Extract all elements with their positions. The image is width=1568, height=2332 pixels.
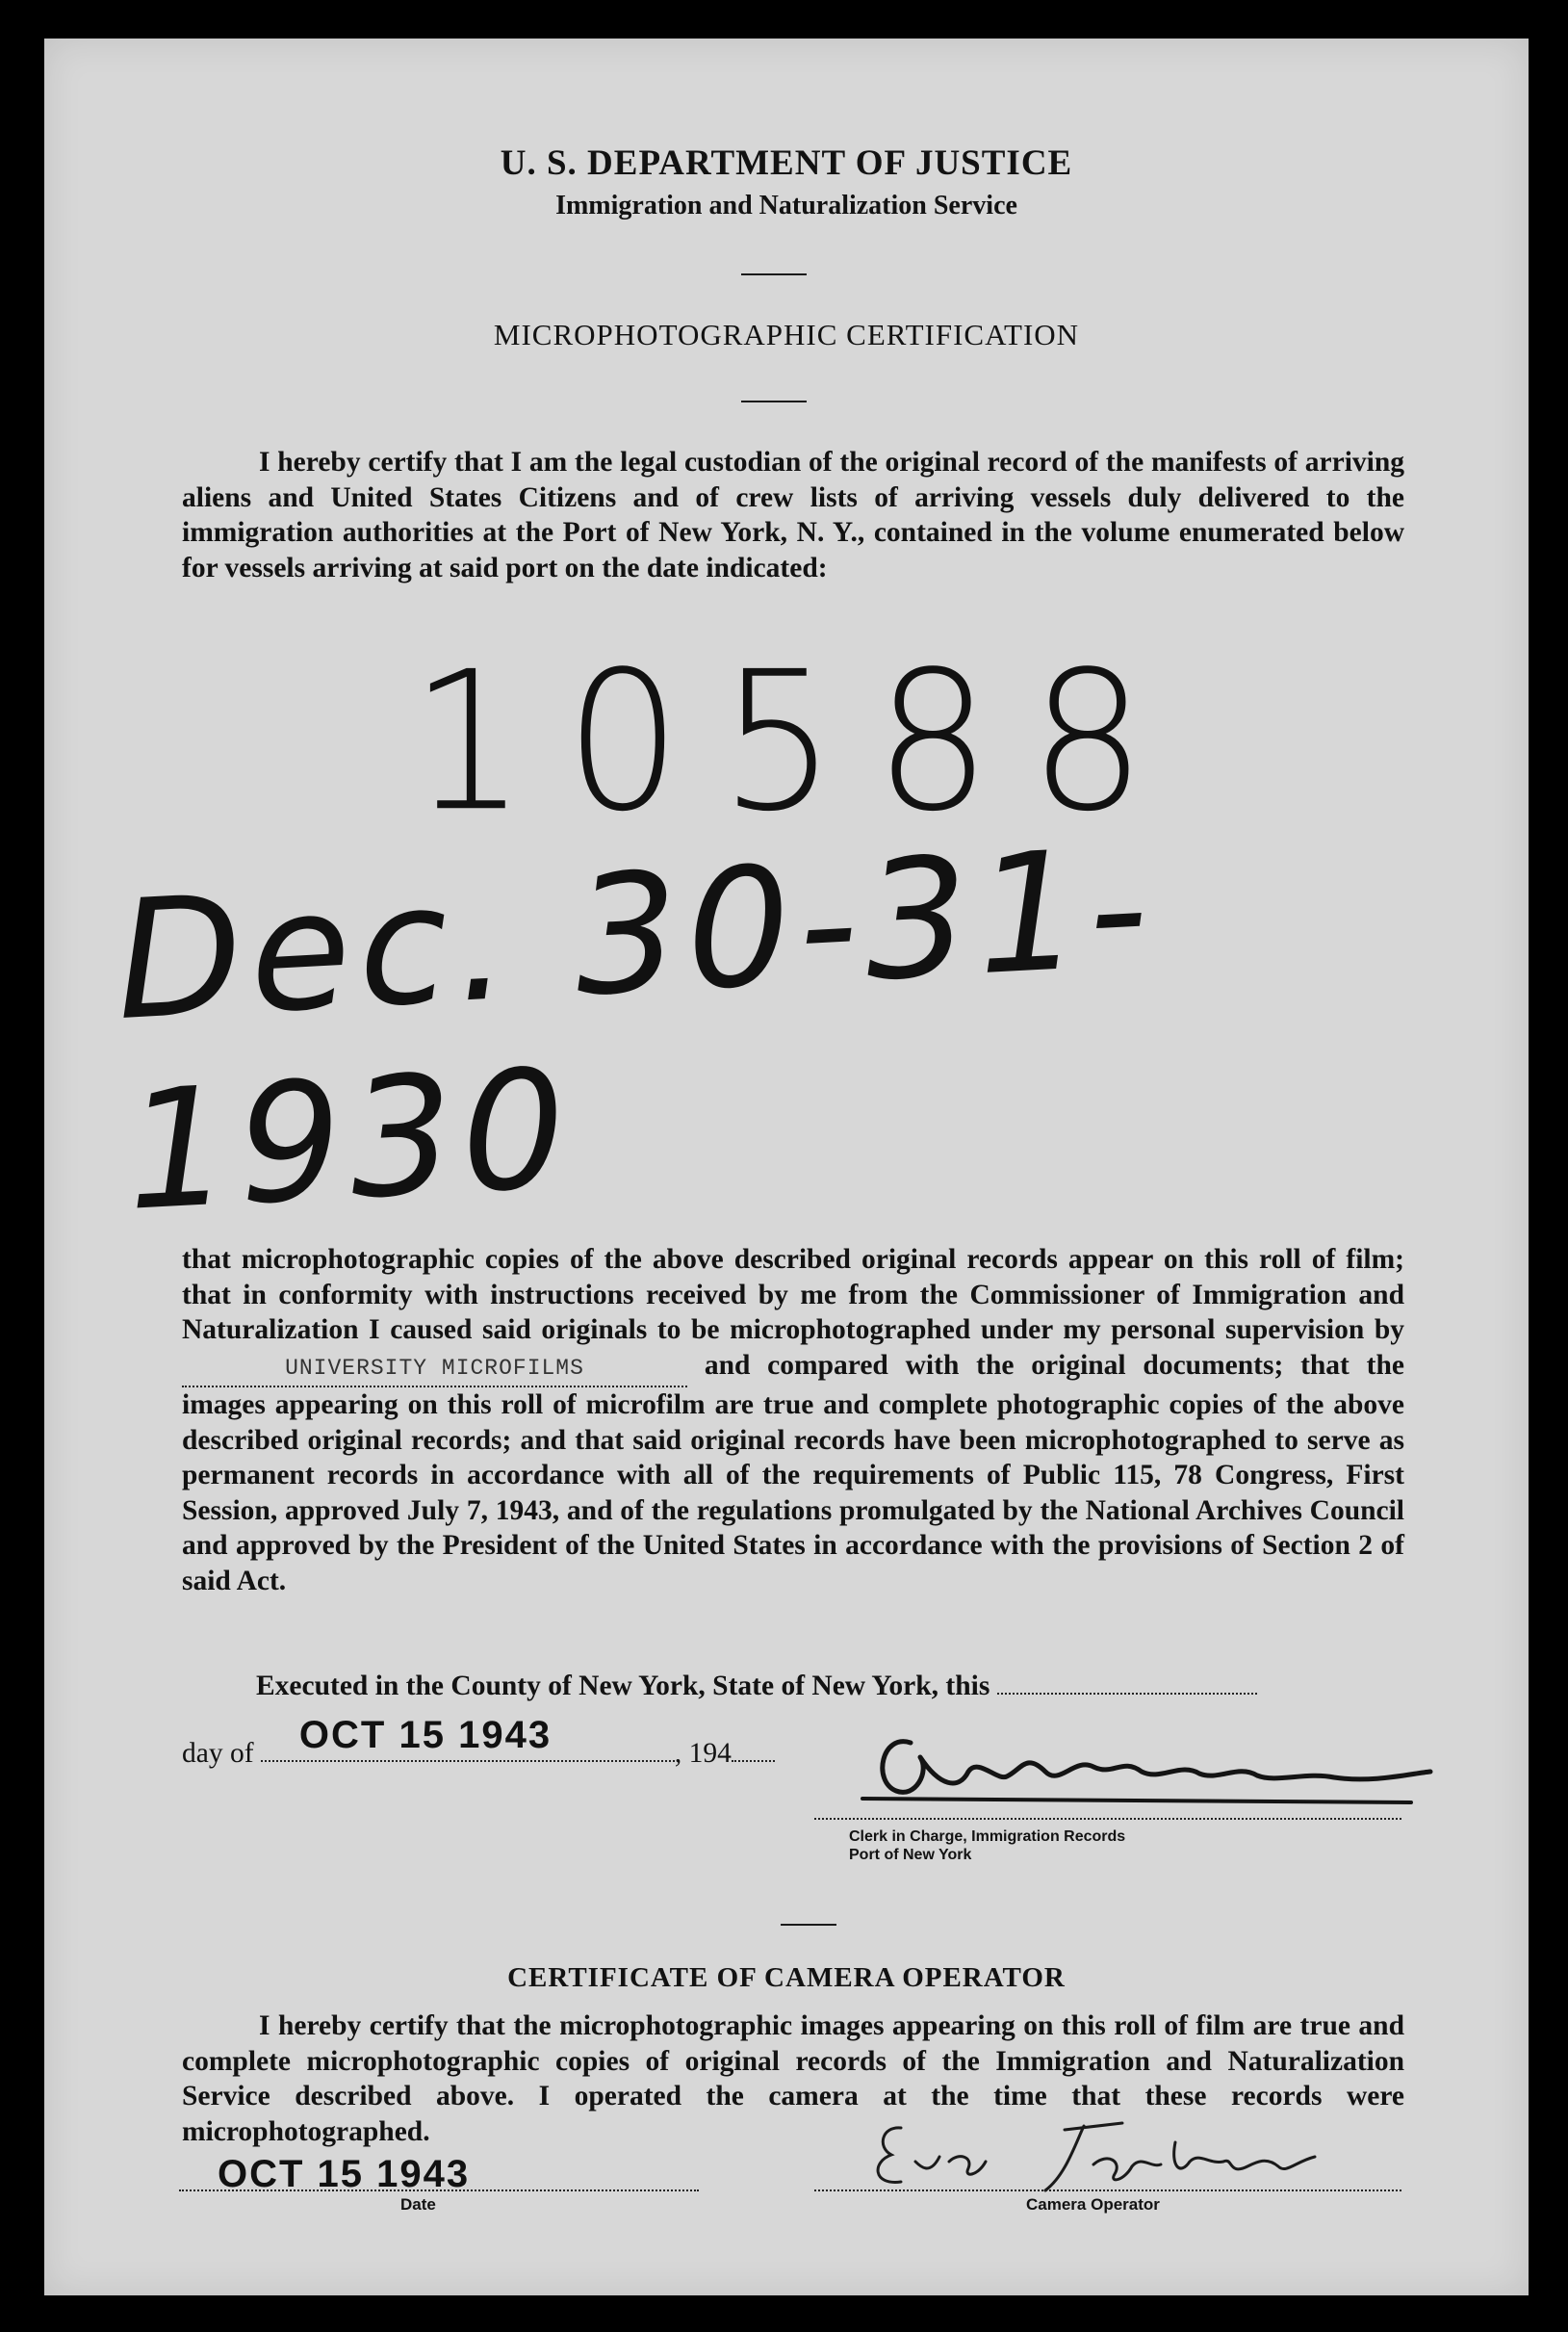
handwritten-date-range: Dec. 30-31-1930	[111, 812, 1160, 1248]
handwritten-volume-number: 10588	[410, 630, 1185, 854]
body-text-part1: that microphotographic copies of the above described original records appear on this roll of film; that in conformity with instructions received by me from the Commissioner of Immigration and Naturalization I caused said originals to be microphotographed under my personal supervision by	[182, 1244, 1404, 1345]
certification-title: MICROPHOTOGRAPHIC CERTIFICATION	[493, 318, 1080, 351]
execution-date-stamp: OCT 15 1943	[298, 1714, 553, 1756]
certificate-page	[44, 39, 1529, 2295]
year-prefix: , 194	[674, 1738, 732, 1769]
photographer-field	[182, 1348, 687, 1388]
date-label: Date	[400, 2195, 436, 2214]
operator-date-stamp: OCT 15 1943	[218, 2153, 471, 2195]
clerk-signature-line	[814, 1818, 1401, 1820]
clerk-caption	[849, 1827, 1125, 1864]
year-blank	[732, 1735, 775, 1762]
body-paragraph	[182, 1242, 1404, 1598]
department-heading: U. S. DEPARTMENT OF JUSTICE	[500, 143, 1073, 183]
day-of-line	[182, 1714, 775, 1770]
clerk-caption-line1: Clerk in Charge, Immigration Records	[849, 1828, 1126, 1845]
executed-line	[256, 1668, 1257, 1702]
operator-text: I hereby certify that the microphotographic images appearing on this roll of film are true and complete microphotographic copies of original records of the Immigration and Naturalization Service described above. I operated the camera at the time that these records were microphotographed.	[182, 2010, 1404, 2147]
intro-paragraph	[182, 445, 1404, 585]
day-of-label: day of	[182, 1738, 254, 1769]
service-subheading: Immigration and Naturalization Service	[555, 191, 1017, 220]
day-blank	[997, 1668, 1257, 1695]
divider	[781, 1924, 836, 1926]
execution-date-field	[261, 1714, 675, 1762]
body-text-part2: and compared with the original documents; that the images appearing on this roll of microfilm are true and complete photographic copies of the above described original records; and that said original records have been microphotographed to serve as permanent records in accordance with all of the requirements of Public 115, 78 Congress, First Session, approved July 7, 1943, and of the regulations promulgated by the National Archives Council and approved by the President of the United States in accordance with the provisions of Section 2 of said Act.	[182, 1349, 1405, 1596]
camera-operator-label: Camera Operator	[1026, 2195, 1160, 2214]
clerk-caption-line2: Port of New York	[849, 1847, 972, 1863]
operator-signature-image	[843, 2109, 1382, 2195]
operator-signature-line	[814, 2188, 1401, 2191]
photographer-name: UNIVERSITY MICROFILMS	[285, 1355, 584, 1381]
clerk-signature-image	[853, 1714, 1440, 1820]
divider	[741, 273, 807, 275]
camera-operator-title: CERTIFICATE OF CAMERA OPERATOR	[507, 1962, 1066, 1993]
executed-text: Executed in the County of New York, State of New York, this	[256, 1671, 990, 1701]
intro-text: I hereby certify that I am the legal custodian of the original record of the manifests of arriving aliens and United States Citizens and of crew lists of arriving vessels duly delivered to the immigration authorities at the Port of New York, N. Y., contained in the volume enumerated below for vessels arriving at said port on the date indicated:	[182, 447, 1404, 583]
divider	[741, 401, 807, 402]
